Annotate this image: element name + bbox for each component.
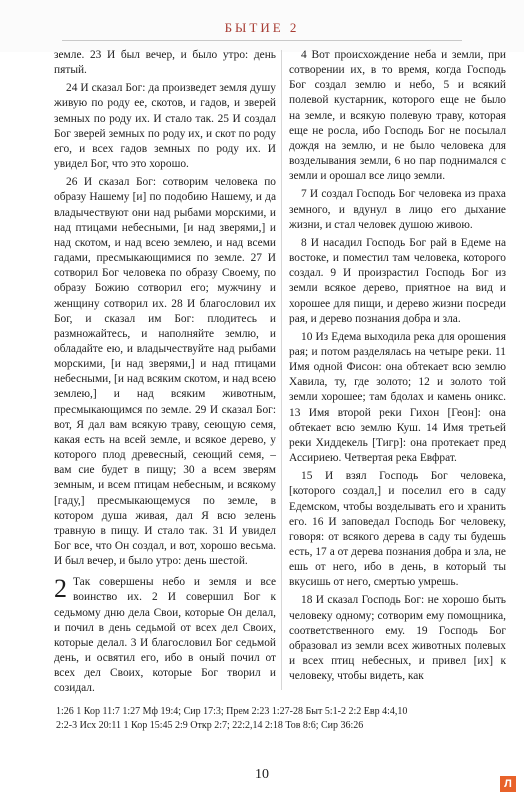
verse-paragraph: земле. 23 И был вечер, и было утро: день пятый. [54,49,276,77]
page-number: 10 [255,767,269,782]
verse-paragraph: 7 И создал Господь Бог человека из праха земного, и вдунул в лицо его дыхание жизни, и стал человек душою живою. [289,188,506,231]
left-column [54,48,276,697]
column-divider [281,50,282,690]
cross-references [56,705,506,733]
header-divider [62,40,462,41]
verse-paragraph: 10 Из Едема выходила река для орошения рая; и потом разделялась на четыре реки. 11 Имя одной Фисон: она обтекает всю землю Хавила, ту, где золото; 12 и золото той земли хорошее; там бдолах и камень оникс. 13 Имя второй реки Гихон [Геон]: она обтекает всю землю Куш. 14 Имя третьей реки Хиддекель [Тигр]: она протекает пред Ассириею. Четвертая река Евфрат. [289,330,506,465]
running-title: БЫТИЕ 2 [224,20,300,35]
reference-line: 2:2-3 Исх 20:11 1 Кор 15:45 2:9 Откр 2:7; 22:2,14 2:18 Тов 8:6; Сир 36:26 [56,720,364,731]
verse-paragraph: 4 Вот происхождение неба и земли, при сотворении их, в то время, когда Господь Бог создал землю и небо, 5 и всякий полевой кустарник, которого еще не было на земле, и всякую полевую траву, которая еще не росла, ибо Господь Бог не посылал дождя на землю, и не было человека для возделывания земли, 6 но пар поднимался с земли и орошал все лицо земли. [289,49,506,183]
verse-paragraph: 15 И взял Господь Бог человека, [которого создал,] и поселил его в саду Едемском, чтобы возделывать его и хранить его. 16 И заповедал Господь Бог человеку, говоря: от всякого дерева в саду ты будешь есть, 17 а от дерева познания добра и зла, не ешь от него, ибо в день, в который ты вкусишь от него, смертью умрешь. [289,470,506,589]
publisher-badge: Л [500,776,516,792]
verse-paragraph: 26 И сказал Бог: сотворим человека по образу Нашему [и] по подобию Нашему, и да владычествуют они над рыбами морскими, и над птицами небесными, [и над зверями,] и над скотом, и над всею землею, и над всеми гадами, пресмыкающимися по земле. 27 И сотворил Бог человека по образу Своему, по образу Божию сотворил его; мужчину и женщину сотворил их. 28 И благословил их Бог, и сказал им Бог: плодитесь и размножайтесь, и наполняйте землю, и обладайте ею, и владычествуйте над рыбами морскими, [и над зверями,] и над птицами небесными, [и над всяким скотом, и над всею землею,] и над всяким животным, пресмыкающимся по земле. 29 И сказал Бог: вот, Я дал вам всякую траву, сеющую семя, какая есть на всей земле, и всякое дерево, у которого плод древесный, сеющий семя, – вам сие будет в пищу; 30 а всем зверям земным, и всем птицам небесным, и всякому [гаду,] пресмыкающемуся по земле, в котором душа живая, дал Я всю зелень травную в пищу. И стало так. 31 И увидел Бог все, что Он создал, и вот, хорошо весьма. И был вечер, и было утро: день шестой. [54,176,276,568]
chapter-start [54,575,276,696]
verse-paragraph: 8 И насадил Господь Бог рай в Едеме на востоке, и поместил там человека, которого создал. 9 И произрастил Господь Бог из земли всякое дерево, приятное на вид и хорошее для пищи, и дерево жизни посреди рая, и дерево познания добра и зла. [289,236,506,325]
verse-paragraph: 18 И сказал Господь Бог: не хорошо быть человеку одному; сотворим ему помощника, соответственного ему. 19 Господь Бог образовал из земли всех животных полевых и всех птиц небесных, и привел [их] к человеку, чтобы видеть, как [289,594,506,683]
reference-line: 1:26 1 Кор 11:7 1:27 Мф 19:4; Сир 17:3; Прем 2:23 1:27-28 Быт 5:1-2 2:2 Евр 4:4,10 [56,706,408,717]
verse-paragraph: 24 И сказал Бог: да произведет земля душу живую по роду ее, скотов, и гадов, и зверей земных по роду их. И стало так. 25 И создал Бог зверей земных по роду их, и скот по роду его, и всех гадов земных по роду их. И увидел Бог, что это хорошо. [54,82,276,171]
right-column [289,48,506,684]
chapter-number: 2 [54,574,67,604]
chapter-text: Так совершены небо и земля и все воинство их. 2 И совершил Бог к седьмому дню дела Свои, которые Он делал, и почил в день седьмой от всех дел Своих, которые делал. 3 И благословил Бог седьмой день, и освятил его, ибо в оный почил от всех дел Своих, которые Бог творил и созидал. [54,576,276,695]
